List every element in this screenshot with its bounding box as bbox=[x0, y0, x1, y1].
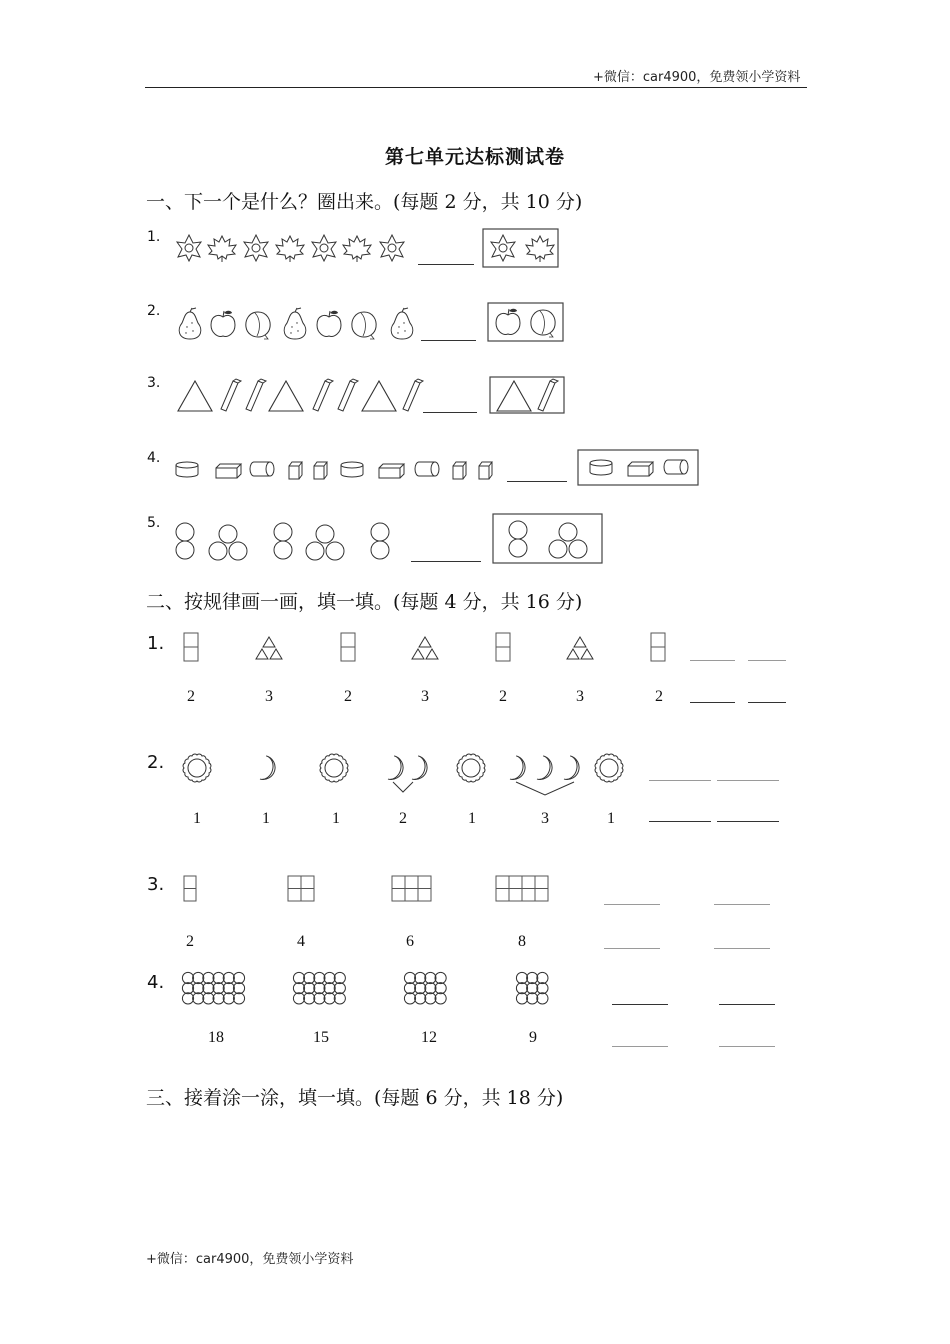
grid-8-icon bbox=[496, 876, 548, 901]
s2-q1-draw-blank-1[interactable] bbox=[690, 660, 735, 661]
moon-icon bbox=[510, 756, 528, 782]
split-rectangle-icon bbox=[184, 633, 198, 661]
s2-q4-draw-blank-2[interactable] bbox=[719, 1004, 775, 1005]
s1-q4-sequence bbox=[176, 462, 492, 479]
s2-q1-number-blank-1[interactable] bbox=[690, 702, 735, 703]
apple-icon bbox=[211, 311, 235, 337]
circle-icon bbox=[213, 983, 224, 994]
cube-icon bbox=[479, 462, 492, 479]
circle-icon bbox=[415, 972, 426, 983]
sun-flower-icon bbox=[595, 754, 623, 782]
circle-icon bbox=[193, 983, 204, 994]
two-circles-stack-icon bbox=[509, 521, 527, 557]
circle-icon bbox=[203, 993, 214, 1004]
s1-q5-sequence bbox=[176, 523, 389, 560]
circle-icon bbox=[304, 983, 315, 994]
stick-icon bbox=[338, 379, 358, 411]
circle-icon bbox=[314, 993, 325, 1004]
circle-icon bbox=[193, 972, 204, 983]
s2-q1-number: 3 bbox=[576, 688, 584, 705]
triangle-icon bbox=[269, 381, 303, 411]
grid-4-icon bbox=[288, 876, 314, 901]
circle-icon bbox=[314, 972, 325, 983]
stick-icon bbox=[221, 379, 241, 411]
three-triangles-icon bbox=[256, 637, 282, 659]
s2-q2-number: 3 bbox=[541, 810, 549, 827]
s2-q2-number: 1 bbox=[262, 810, 270, 827]
circle-icon bbox=[425, 983, 436, 994]
circle-icon bbox=[334, 993, 345, 1004]
circle-icon bbox=[182, 983, 193, 994]
s2-q4-draw-blank-1[interactable] bbox=[612, 1004, 668, 1005]
three-triangles-icon bbox=[412, 637, 438, 659]
s2-q4-number: 18 bbox=[208, 1029, 224, 1046]
cylinder-side-icon bbox=[250, 462, 274, 476]
circle-icon bbox=[435, 983, 446, 994]
circle-icon bbox=[213, 993, 224, 1004]
circle-icon bbox=[334, 972, 345, 983]
peach-icon bbox=[352, 312, 376, 339]
section-3-heading: 三、接着涂一涂，填一填。(每题 6 分，共 18 分) bbox=[146, 1087, 564, 1109]
s2-q1-number: 2 bbox=[499, 688, 507, 705]
circle-grid-icon bbox=[404, 972, 446, 1004]
page-title: 第七单元达标测试卷 bbox=[384, 146, 565, 168]
circle-icon bbox=[182, 993, 193, 1004]
stick-icon bbox=[403, 379, 423, 411]
s1-q2-sequence bbox=[179, 308, 413, 339]
triangle-icon bbox=[178, 381, 212, 411]
maple-leaf-icon bbox=[526, 236, 554, 262]
pear-icon bbox=[179, 308, 201, 339]
s2-q3-draw-blank-1[interactable] bbox=[604, 904, 660, 905]
flower-icon bbox=[312, 235, 336, 261]
s2-q4-number-blank-2[interactable] bbox=[719, 1046, 775, 1047]
flower-icon bbox=[380, 235, 404, 261]
s1-q3-label: 3. bbox=[147, 375, 161, 391]
circle-icon bbox=[203, 972, 214, 983]
maple-leaf-icon bbox=[276, 236, 304, 262]
stick-icon bbox=[313, 379, 333, 411]
s2-q2-number: 1 bbox=[193, 810, 201, 827]
cylinder-icon bbox=[341, 462, 363, 477]
section-2-heading: 二、按规律画一画，填一填。(每题 4 分，共 16 分) bbox=[146, 591, 583, 613]
circle-icon bbox=[203, 983, 214, 994]
s2-q2-pattern bbox=[183, 754, 623, 795]
grid-6-icon bbox=[392, 876, 431, 901]
two-circles-stack-icon bbox=[371, 523, 389, 559]
circle-icon bbox=[314, 983, 325, 994]
s2-q1-number-blank-2[interactable] bbox=[748, 702, 786, 703]
circle-icon bbox=[537, 972, 548, 983]
circle-icon bbox=[404, 993, 415, 1004]
s2-q4-number: 9 bbox=[529, 1029, 537, 1046]
split-rectangle-icon bbox=[496, 633, 510, 661]
triangle-icon bbox=[497, 381, 531, 411]
cylinder-icon bbox=[590, 460, 612, 475]
maple-leaf-icon bbox=[343, 236, 371, 262]
three-circles-pyramid-icon bbox=[306, 525, 344, 560]
s2-q1-number: 2 bbox=[187, 688, 195, 705]
header-watermark: +微信：car4900，免费领小学资料 bbox=[593, 70, 801, 85]
grid-2-icon bbox=[184, 876, 196, 901]
circle-icon bbox=[435, 972, 446, 983]
s2-q4-pattern bbox=[182, 972, 548, 1004]
s2-q2-number: 1 bbox=[332, 810, 340, 827]
circle-icon bbox=[435, 993, 446, 1004]
s2-q2-number-blank-2[interactable] bbox=[717, 821, 779, 822]
circle-icon bbox=[425, 972, 436, 983]
s2-q2-number: 1 bbox=[607, 810, 615, 827]
circle-icon bbox=[223, 983, 234, 994]
circle-icon bbox=[293, 972, 304, 983]
cube-icon bbox=[314, 462, 327, 479]
circle-icon bbox=[182, 972, 193, 983]
circle-icon bbox=[304, 972, 315, 983]
circle-icon bbox=[425, 993, 436, 1004]
cuboid-icon bbox=[628, 462, 653, 476]
two-circles-stack-icon bbox=[274, 523, 292, 559]
s2-q2-draw-blank-1[interactable] bbox=[649, 780, 711, 781]
split-rectangle-icon bbox=[341, 633, 355, 661]
circle-icon bbox=[293, 983, 304, 994]
flower-icon bbox=[177, 235, 201, 261]
circle-icon bbox=[213, 972, 224, 983]
s2-q2-number: 2 bbox=[399, 810, 407, 827]
circle-icon bbox=[415, 983, 426, 994]
circle-icon bbox=[233, 993, 244, 1004]
stick-icon bbox=[246, 379, 266, 411]
circle-grid-icon bbox=[293, 972, 345, 1004]
s1-q1-sequence bbox=[177, 235, 404, 262]
moon-icon bbox=[388, 756, 406, 782]
circle-icon bbox=[415, 993, 426, 1004]
cube-icon bbox=[453, 462, 466, 479]
circle-icon bbox=[223, 993, 234, 1004]
flower-icon bbox=[491, 235, 515, 261]
s1-q2-choices[interactable] bbox=[488, 303, 563, 341]
s1-q3-sequence bbox=[178, 379, 423, 411]
moon-icon bbox=[260, 756, 278, 782]
circle-icon bbox=[193, 993, 204, 1004]
circle-icon bbox=[223, 972, 234, 983]
cylinder-icon bbox=[176, 462, 198, 477]
footer-watermark: +微信：car4900，免费领小学资料 bbox=[146, 1252, 354, 1267]
two-circles-stack-icon bbox=[176, 523, 194, 559]
pear-icon bbox=[284, 308, 306, 339]
circle-icon bbox=[404, 972, 415, 983]
s2-q1-number: 2 bbox=[655, 688, 663, 705]
apple-icon bbox=[317, 311, 341, 337]
s2-q4-label: 4. bbox=[147, 972, 165, 993]
circle-icon bbox=[404, 983, 415, 994]
s2-q2-draw-blank-2[interactable] bbox=[717, 780, 779, 781]
sun-flower-icon bbox=[320, 754, 348, 782]
circle-icon bbox=[304, 993, 315, 1004]
maple-leaf-icon bbox=[208, 236, 236, 262]
s2-q1-label: 1. bbox=[147, 633, 165, 654]
s1-q1-choices[interactable] bbox=[483, 229, 558, 267]
circle-icon bbox=[324, 983, 335, 994]
cube-icon bbox=[289, 462, 302, 479]
circle-icon bbox=[233, 972, 244, 983]
moon-icon bbox=[564, 756, 582, 782]
s1-q5-label: 5. bbox=[147, 515, 161, 531]
circle-icon bbox=[527, 993, 538, 1004]
circle-icon bbox=[516, 993, 527, 1004]
circle-icon bbox=[324, 993, 335, 1004]
s2-q2-number-blank-1[interactable] bbox=[649, 821, 711, 822]
circle-grid-icon bbox=[182, 972, 244, 1004]
s1-q3-choices[interactable] bbox=[490, 377, 564, 413]
circle-icon bbox=[293, 993, 304, 1004]
s2-q1-pattern bbox=[184, 633, 665, 661]
s2-q1-number: 3 bbox=[421, 688, 429, 705]
three-circles-pyramid-icon bbox=[209, 525, 247, 560]
s2-q1-number: 2 bbox=[344, 688, 352, 705]
cuboid-icon bbox=[216, 464, 241, 478]
s2-q4-number: 12 bbox=[421, 1029, 437, 1046]
s1-q2-label: 2. bbox=[147, 303, 161, 319]
s2-q3-number-blank-2[interactable] bbox=[714, 948, 770, 949]
cylinder-side-icon bbox=[664, 460, 688, 474]
apple-icon bbox=[496, 309, 520, 335]
section-1-heading: 一、下一个是什么？圈出来。(每题 2 分，共 10 分) bbox=[146, 191, 583, 213]
triangle-icon bbox=[362, 381, 396, 411]
s2-q2-number: 1 bbox=[468, 810, 476, 827]
peach-icon bbox=[246, 312, 270, 339]
s1-q5-choices[interactable] bbox=[493, 514, 602, 563]
split-rectangle-icon bbox=[651, 633, 665, 661]
s2-q3-number: 2 bbox=[186, 933, 194, 950]
cylinder-side-icon bbox=[415, 462, 439, 476]
circle-icon bbox=[537, 993, 548, 1004]
s1-q4-choices[interactable] bbox=[578, 450, 698, 485]
s2-q4-number: 15 bbox=[313, 1029, 329, 1046]
circle-icon bbox=[527, 972, 538, 983]
s2-q1-number: 3 bbox=[265, 688, 273, 705]
s2-q2-label: 2. bbox=[147, 752, 165, 773]
circle-icon bbox=[537, 983, 548, 994]
pear-icon bbox=[391, 308, 413, 339]
s2-q3-number: 4 bbox=[297, 933, 305, 950]
moon-icon bbox=[537, 756, 555, 782]
stick-icon bbox=[538, 379, 558, 411]
s2-q3-number: 8 bbox=[518, 933, 526, 950]
s2-q3-pattern bbox=[184, 876, 548, 901]
s2-q4-number-blank-1[interactable] bbox=[612, 1046, 668, 1047]
circle-icon bbox=[516, 983, 527, 994]
sun-flower-icon bbox=[457, 754, 485, 782]
peach-icon bbox=[531, 310, 555, 337]
moon-icon bbox=[412, 756, 430, 782]
circle-icon bbox=[527, 983, 538, 994]
circle-grid-icon bbox=[516, 972, 548, 1004]
s2-q3-draw-blank-2[interactable] bbox=[714, 904, 770, 905]
sun-flower-icon bbox=[183, 754, 211, 782]
circle-icon bbox=[324, 972, 335, 983]
circle-icon bbox=[516, 972, 527, 983]
circle-icon bbox=[233, 983, 244, 994]
s1-q1-label: 1. bbox=[147, 229, 161, 245]
cuboid-icon bbox=[379, 464, 404, 478]
s2-q1-draw-blank-2[interactable] bbox=[748, 660, 786, 661]
flower-icon bbox=[244, 235, 268, 261]
circle-icon bbox=[334, 983, 345, 994]
s1-q4-label: 4. bbox=[147, 450, 161, 466]
s2-q3-label: 3. bbox=[147, 874, 165, 895]
s2-q3-number: 6 bbox=[406, 933, 414, 950]
s2-q3-number-blank-1[interactable] bbox=[604, 948, 660, 949]
three-circles-pyramid-icon bbox=[549, 523, 587, 558]
three-triangles-icon bbox=[567, 637, 593, 659]
